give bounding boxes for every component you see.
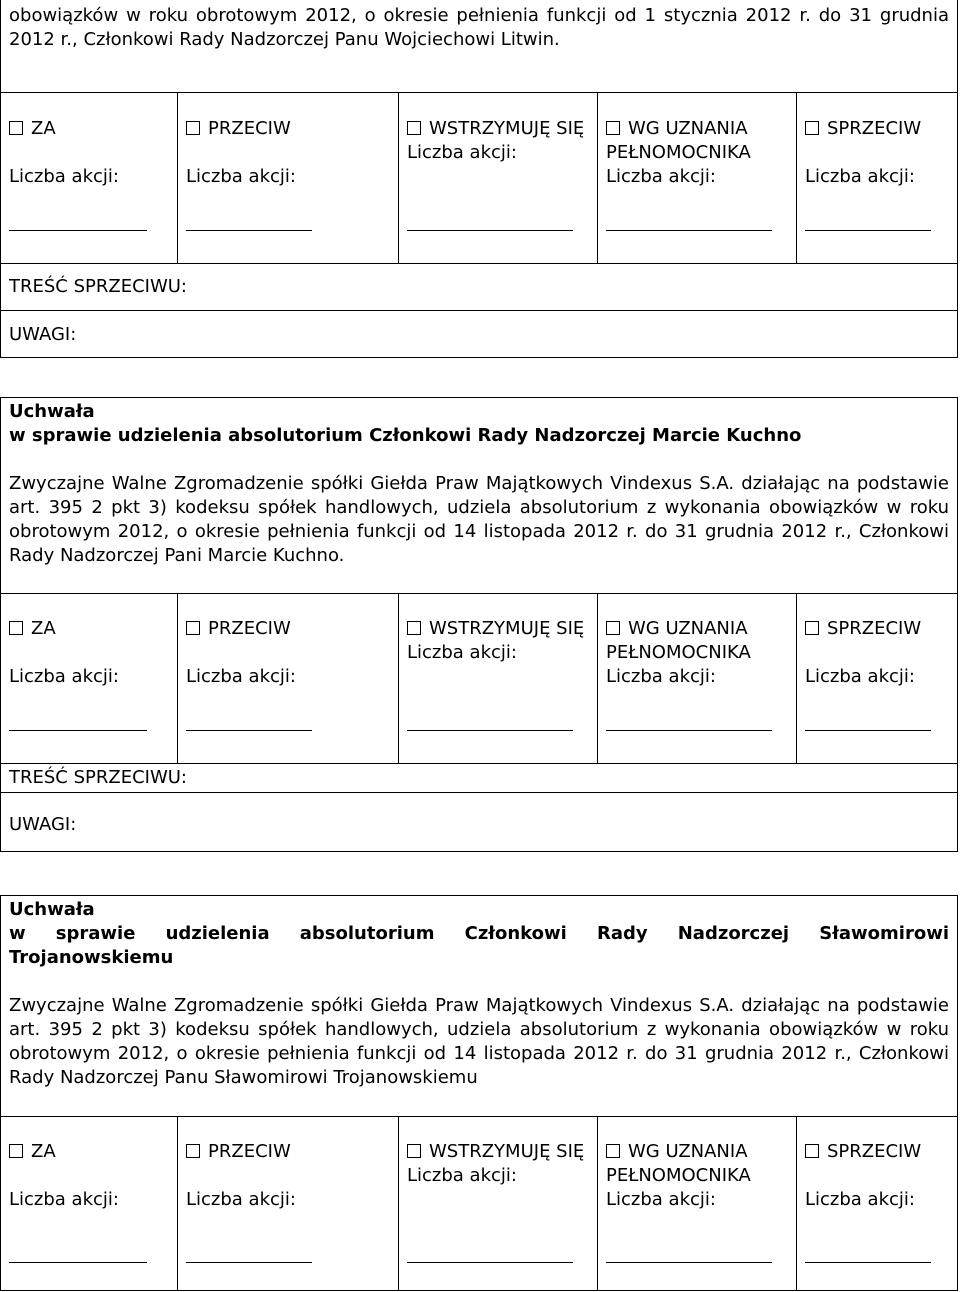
count-entry-line[interactable]: [805, 1262, 931, 1263]
option-label: SPRZECIW: [827, 618, 922, 639]
count-entry-line[interactable]: [407, 230, 573, 231]
vote-options-row: [1, 93, 957, 264]
vote-cell-wg-uznania[interactable]: [598, 93, 797, 263]
count-entry-line[interactable]: [805, 230, 931, 231]
objection-row[interactable]: [1, 264, 957, 311]
option-label: WG UZNANIA PEŁNOMOCNIKA: [606, 618, 751, 663]
option-label: PRZECIW: [208, 118, 291, 139]
option-label: PRZECIW: [208, 618, 291, 639]
count-label: Liczba akcji:: [9, 1189, 119, 1210]
remarks-row[interactable]: [1, 793, 957, 851]
option-label: WG UZNANIA PEŁNOMOCNIKA: [606, 118, 751, 163]
objection-label: TREŚĆ SPRZECIWU:: [9, 767, 187, 788]
count-entry-line[interactable]: [9, 230, 147, 231]
vote-options-row: [1, 1116, 957, 1290]
option-label: WSTRZYMUJĘ SIĘ: [429, 1141, 585, 1162]
count-entry-line[interactable]: [186, 1262, 312, 1263]
count-label: Liczba akcji:: [805, 166, 915, 187]
vote-grid-3: [0, 1116, 958, 1291]
count-entry-line[interactable]: [606, 230, 772, 231]
remarks-row[interactable]: [1, 311, 957, 357]
count-entry-line[interactable]: [606, 730, 772, 731]
checkbox-icon[interactable]: [186, 1144, 200, 1158]
vote-cell-przeciw[interactable]: [178, 93, 399, 263]
checkbox-icon[interactable]: [805, 621, 819, 635]
remarks-label: UWAGI:: [9, 324, 77, 345]
checkbox-icon[interactable]: [606, 1144, 620, 1158]
vote-cell-sprzeciw[interactable]: [797, 93, 957, 263]
checkbox-icon[interactable]: [606, 121, 620, 135]
option-label: WSTRZYMUJĘ SIĘ: [429, 618, 585, 639]
vote-cell-sprzeciw[interactable]: [797, 593, 957, 763]
option-label: WG UZNANIA PEŁNOMOCNIKA: [606, 1141, 751, 1186]
count-label: Liczba akcji:: [606, 1189, 716, 1210]
count-label: Liczba akcji:: [606, 666, 716, 687]
count-label: Liczba akcji:: [805, 1189, 915, 1210]
count-label: Liczba akcji:: [805, 666, 915, 687]
checkbox-icon[interactable]: [9, 1144, 23, 1158]
vote-cell-wg-uznania[interactable]: [598, 593, 797, 763]
count-entry-line[interactable]: [407, 1262, 573, 1263]
vote-cell-przeciw[interactable]: [178, 1116, 399, 1290]
count-entry-line[interactable]: [805, 730, 931, 731]
count-entry-line[interactable]: [606, 1262, 772, 1263]
checkbox-icon[interactable]: [186, 621, 200, 635]
resolution-heading: Uchwała: [9, 899, 95, 920]
vote-cell-za[interactable]: [1, 93, 178, 263]
option-label: ZA: [31, 118, 56, 139]
resolution-body: Zwyczajne Walne Zgromadzenie spółki Giełda Praw Majątkowych Vindexus S.A. działając na podstawie art. 395 2 pkt 3) kodeksu spółek handlowych, udziela absolutorium z wykonania obowiązków w roku obrotowym 2012, o okresie pełnienia funkcji od 14 listopada 2012 r. do 31 grudnia 2012 r., Członkowi Rady Nadzorczej Pani Marcie Kuchno.: [9, 473, 949, 566]
vote-cell-wstrzymuje[interactable]: [399, 1116, 598, 1290]
option-label: ZA: [31, 1141, 56, 1162]
resolution-subject: w sprawie udzielenia absolutorium Członkowi Rady Nadzorczej Sławomirowi Trojanowskiemu: [9, 923, 949, 968]
count-label: Liczba akcji:: [9, 166, 119, 187]
checkbox-icon[interactable]: [9, 621, 23, 635]
count-label: Liczba akcji:: [186, 666, 296, 687]
vote-grid-1: [0, 93, 958, 358]
resolution-heading: Uchwała: [9, 401, 95, 422]
checkbox-icon[interactable]: [186, 121, 200, 135]
option-label: SPRZECIW: [827, 1141, 922, 1162]
count-label: Liczba akcji:: [186, 1189, 296, 1210]
checkbox-icon[interactable]: [407, 121, 421, 135]
count-entry-line[interactable]: [186, 230, 312, 231]
vote-cell-za[interactable]: [1, 593, 178, 763]
vote-cell-wstrzymuje[interactable]: [399, 93, 598, 263]
vote-cell-wg-uznania[interactable]: [598, 1116, 797, 1290]
option-label: WSTRZYMUJĘ SIĘ: [429, 118, 585, 139]
vote-options-row: [1, 593, 957, 764]
checkbox-icon[interactable]: [407, 1144, 421, 1158]
checkbox-icon[interactable]: [805, 121, 819, 135]
resolution-block-1: [0, 397, 958, 594]
objection-label: TREŚĆ SPRZECIWU:: [9, 276, 187, 297]
checkbox-icon[interactable]: [805, 1144, 819, 1158]
option-label: ZA: [31, 618, 56, 639]
vote-cell-przeciw[interactable]: [178, 593, 399, 763]
top-paragraph: obowiązków w roku obrotowym 2012, o okresie pełnienia funkcji od 1 stycznia 2012 r. do 31 grudnia 2012 r., Członkowi Rady Nadzorczej Panu Wojciechowi Litwin.: [9, 5, 949, 50]
count-entry-line[interactable]: [9, 730, 147, 731]
count-entry-line[interactable]: [186, 730, 312, 731]
checkbox-icon[interactable]: [407, 621, 421, 635]
count-label: Liczba akcji:: [407, 1165, 517, 1186]
vote-cell-wstrzymuje[interactable]: [399, 593, 598, 763]
resolution-block-2: [0, 895, 958, 1117]
count-entry-line[interactable]: [407, 730, 573, 731]
top-text-block: [0, 0, 958, 93]
checkbox-icon[interactable]: [9, 121, 23, 135]
option-label: SPRZECIW: [827, 118, 922, 139]
vote-grid-2: [0, 593, 958, 852]
count-label: Liczba akcji:: [606, 166, 716, 187]
count-label: Liczba akcji:: [9, 666, 119, 687]
checkbox-icon[interactable]: [606, 621, 620, 635]
resolution-subject: w sprawie udzielenia absolutorium Członkowi Rady Nadzorczej Marcie Kuchno: [9, 425, 802, 446]
vote-cell-za[interactable]: [1, 1116, 178, 1290]
objection-row[interactable]: [1, 764, 957, 793]
count-entry-line[interactable]: [9, 1262, 147, 1263]
count-label: Liczba akcji:: [186, 166, 296, 187]
count-label: Liczba akcji:: [407, 642, 517, 663]
vote-cell-sprzeciw[interactable]: [797, 1116, 957, 1290]
resolution-body: Zwyczajne Walne Zgromadzenie spółki Giełda Praw Majątkowych Vindexus S.A. działając na podstawie art. 395 2 pkt 3) kodeksu spółek handlowych, udziela absolutorium z wykonania obowiązków w roku obrotowym 2012, o okresie pełnienia funkcji od 14 listopada 2012 r. do 31 grudnia 2012 r., Członkowi Rady Nadzorczej Panu Sławomirowi Trojanowskiemu: [9, 995, 949, 1088]
remarks-label: UWAGI:: [9, 814, 77, 835]
option-label: PRZECIW: [208, 1141, 291, 1162]
count-label: Liczba akcji:: [407, 142, 517, 163]
